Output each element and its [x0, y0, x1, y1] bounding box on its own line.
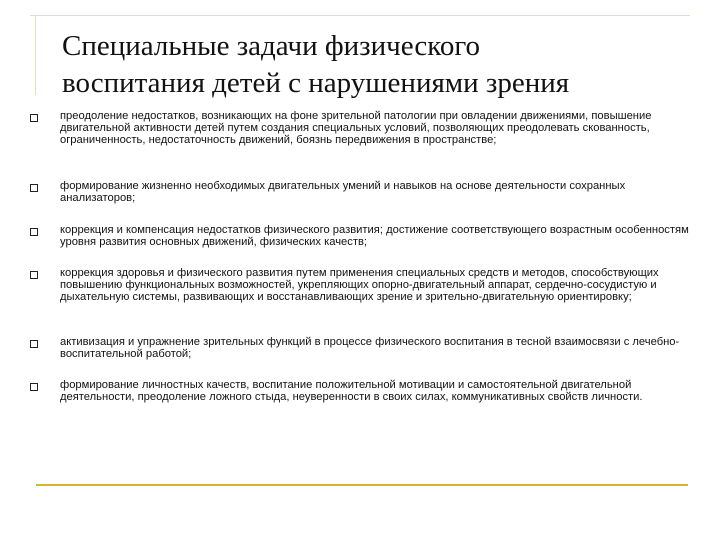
- decorative-bottom-line: [36, 484, 688, 486]
- square-bullet-icon: [30, 114, 38, 122]
- square-bullet-icon: [30, 383, 38, 391]
- decorative-top-line: [30, 15, 690, 16]
- list-item-text: формирование жизненно необходимых двигательных умений и навыков на основе деятельности сохранных анализаторов;: [60, 180, 626, 205]
- list-item-text: коррекция здоровья и физического развития путем применения специальных средств и методов, способствующих повышению функциональных возможностей, укрепляющих опорно-двигательный аппарат, сердечно-сосудистую и дыхательную системы, развивающих и восстанавливающих зрение и зрительно-двигательную ориентировку;: [60, 267, 659, 304]
- list-item-text: преодоление недостатков, возникающих на фоне зрительной патологии при овладении движениями, повышение двигательной активности детей путем создания специальных условий, позволяющих преодолевать скованность, ограниченность, недостаточность движений, боязнь передвижения в пространстве;: [60, 110, 652, 147]
- slide-title-line-1: Специальные задачи физического: [62, 30, 480, 62]
- slide-title: [62, 28, 682, 102]
- square-bullet-icon: [30, 184, 38, 192]
- square-bullet-icon: [30, 340, 38, 348]
- decorative-vertical-line: [35, 15, 36, 95]
- square-bullet-icon: [30, 271, 38, 279]
- slide-title-line-2: воспитания детей с нарушениями зрения: [62, 67, 570, 99]
- square-bullet-icon: [30, 228, 38, 236]
- list-item-text: формирование личностных качеств, воспитание положительной мотивации и самостоятельной двигательной деятельности, преодоление ложного стыда, неуверенности в своих силах, коммуникативных свойств личности.: [60, 379, 643, 404]
- list-item-text: коррекция и компенсация недостатков физического развития; достижение соответствующего возрастным особенностям уровня развития основных движений, физических качеств;: [60, 224, 689, 249]
- list-item-text: активизация и упражнение зрительных функций в процессе физического воспитания в тесной взаимосвязи с лечебно-воспитательной работой;: [60, 336, 680, 361]
